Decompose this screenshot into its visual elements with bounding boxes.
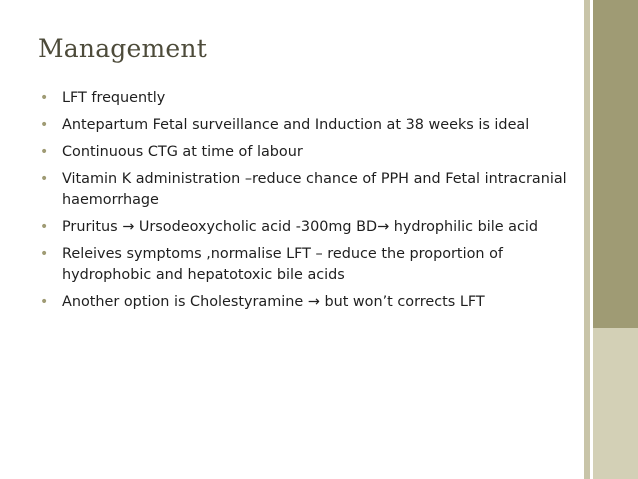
- bullet-list: [38, 88, 568, 319]
- bullet-item: [38, 292, 568, 313]
- bullet-dot-icon: •: [40, 246, 49, 262]
- slide-title: Management: [38, 34, 207, 63]
- bullet-dot-icon: •: [40, 144, 49, 160]
- sidebar-stripe: [584, 0, 590, 479]
- bullet-text: Antepartum Fetal surveillance and Induction at 38 weeks is ideal: [62, 117, 530, 133]
- bullet-text: Pruritus → Ursodeoxycholic acid -300mg BD→ hydrophilic bile acid: [62, 219, 539, 235]
- bullet-text: Vitamin K administration –reduce chance of PPH and Fetal intracranial haemorrhage: [62, 171, 567, 208]
- decorative-sidebar: [593, 0, 638, 479]
- bullet-dot-icon: •: [40, 171, 49, 187]
- bullet-item: [38, 142, 568, 163]
- bullet-dot-icon: •: [40, 294, 49, 310]
- bullet-item: [38, 88, 568, 109]
- bullet-dot-icon: •: [40, 90, 49, 106]
- bullet-text: Continuous CTG at time of labour: [62, 144, 303, 160]
- bullet-dot-icon: •: [40, 117, 49, 133]
- bullet-item: [38, 244, 568, 286]
- bullet-item: [38, 217, 568, 238]
- bullet-item: [38, 169, 568, 211]
- sidebar-lower-block: [593, 328, 638, 479]
- bullet-text: LFT frequently: [62, 90, 166, 106]
- bullet-text: Another option is Cholestyramine → but won’t corrects LFT: [62, 294, 485, 310]
- bullet-text: Releives symptoms ,normalise LFT – reduce the proportion of hydrophobic and hepatotoxic bile acids: [62, 246, 503, 283]
- bullet-item: [38, 115, 568, 136]
- bullet-dot-icon: •: [40, 219, 49, 235]
